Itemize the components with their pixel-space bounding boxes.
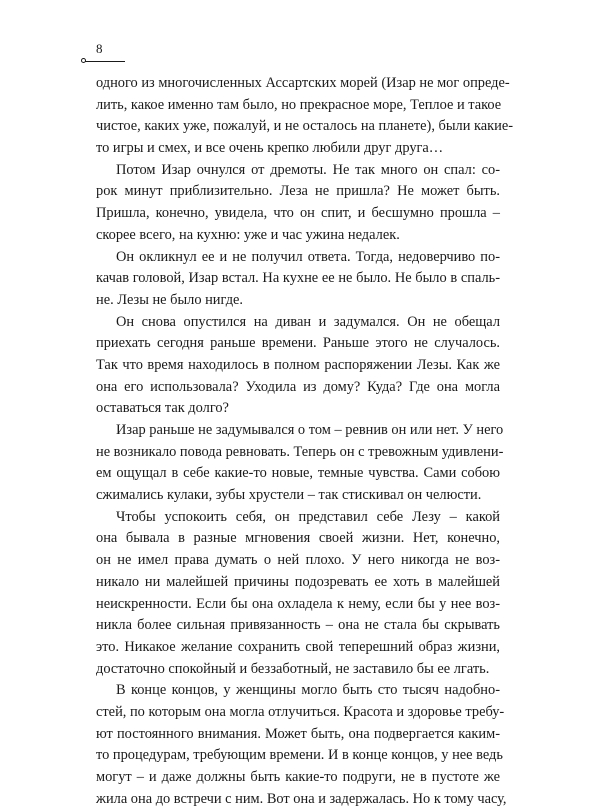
text-line: Потом Изар очнулся от дремоты. Не так много он спал: со- xyxy=(116,161,500,178)
text-line: то игры и смех, и все очень крепко любили друг друга… xyxy=(96,140,444,157)
text-line: он не имел права думать о ней плохо. У него никогда не воз- xyxy=(96,552,500,569)
text-line: ют постоянного внимания. Может быть, она подвергается каким- xyxy=(96,725,500,742)
text-line: одного из многочисленных Ассартских морей (Изар не мог опреде- xyxy=(96,75,510,91)
text-line: она бывала в разные мгновения своей жизни. Нет, конечно, xyxy=(96,530,500,547)
text-line: никало ни малейшей причины подозревать ее хоть в малейшей xyxy=(96,573,500,590)
text-line: ем ощущал в себе какие-то новые, темные чувства. Сами собою xyxy=(96,465,500,482)
text-line: чистое, каких уже, пожалуй, и не осталось на планете), были какие- xyxy=(96,118,514,135)
text-line: рок минут приблизительно. Леза не пришла? Не может быть. xyxy=(96,183,500,200)
text-line: жила она до встречи с ним. Вот она и задержалась. Но к тому часу, xyxy=(96,790,507,807)
text-line: Пришла, конечно, увидела, что он спит, и бесшумно прошла – xyxy=(96,205,500,222)
text-line: достаточно спокойный и беззаботный, не заставило бы ее лгать. xyxy=(96,660,490,677)
text-line: Так что время находилось в полном распоряжении Лезы. Как же xyxy=(96,356,500,373)
text-line: Он снова опустился на диван и задумался. Он не обещал xyxy=(116,313,500,330)
text-line: Чтобы успокоить себя, он представил себе Лезу – какой xyxy=(116,508,500,525)
header-rule xyxy=(85,61,125,62)
text-line: могут – и даже должны быть какие-то подруги, не в пустоте же xyxy=(96,769,500,785)
text-line: не возникало повода ревновать. Теперь он с тревожным удивлени- xyxy=(96,443,504,460)
text-line: никла более сильная привязанность – она не стала бы скрывать xyxy=(96,617,500,634)
text-line: не. Лезы не было нигде. xyxy=(96,291,244,308)
text-line: стей, по которым она могла отлучиться. Красота и здоровье требу- xyxy=(96,703,505,720)
text-line: приехать сегодня раньше времени. Раньше этого не случалось. xyxy=(96,335,500,352)
text-line: Он окликнул ее и не получил ответа. Тогда, недоверчиво по- xyxy=(116,248,500,265)
text-line: В конце концов, у женщины могло быть сто тысяч надобно- xyxy=(116,682,500,699)
text-line: лить, какое именно там было, но прекрасное море, Теплое и такое xyxy=(96,96,502,113)
text-line: то процедурам, требующим времени. И в конце концов, у нее ведь xyxy=(96,747,503,764)
text-line: скорее всего, на кухню: уже и час ужина недалек. xyxy=(96,226,400,243)
text-line: оставаться так долго? xyxy=(96,400,229,417)
text-line: сжимались кулаки, зубы хрустели – так стискивал он челюсти. xyxy=(96,487,482,504)
text-line: качав головой, Изар встал. На кухне ее не было. Не было в спаль- xyxy=(96,270,500,287)
text-line: это. Никакое желание сохранить свой теперешний образ жизни, xyxy=(96,638,500,655)
text-line: Изар раньше не задумывался о том – ревнив он или нет. У него xyxy=(116,422,504,438)
page-number: 8 xyxy=(96,41,103,56)
text-line: неискренности. Если бы она охладела к нему, если бы у нее воз- xyxy=(96,595,500,612)
body-text xyxy=(96,73,514,810)
text-line: она его использовала? Уходила из дому? Куда? Где она могла xyxy=(96,378,500,395)
